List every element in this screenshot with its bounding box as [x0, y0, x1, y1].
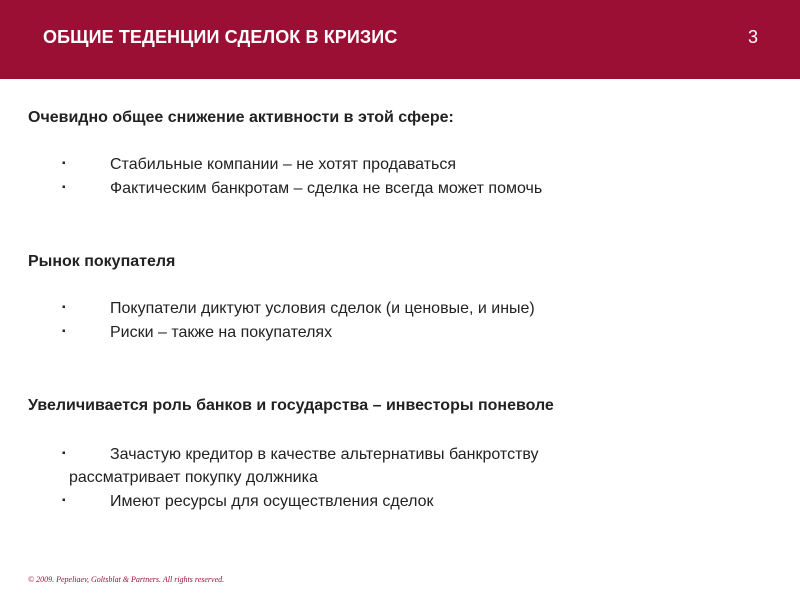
- section-heading-buyers-market: Рынок покупателя: [28, 253, 176, 270]
- bullet-text: Зачастую кредитор в качестве альтернативы банкротству: [110, 446, 539, 463]
- slide-header: [0, 0, 800, 79]
- section-heading-banks-role: Увеличивается роль банков и государства – инвесторы поневоле: [28, 397, 554, 414]
- bullet-text: Стабильные компании – не хотят продаваться: [110, 156, 457, 173]
- bullet-continuation-text: рассматривает покупку должника: [69, 469, 318, 486]
- bullet-icon: ▪: [62, 448, 66, 459]
- bullet-icon: ▪: [62, 302, 66, 313]
- page-number: 3: [747, 27, 758, 47]
- bullet-text: Покупатели диктуют условия сделок (и ценовые, и иные): [110, 300, 535, 317]
- bullet-text: Имеют ресурсы для осуществления сделок: [110, 493, 434, 510]
- bullet-icon: ▪: [62, 326, 66, 337]
- bullet-icon: ▪: [62, 158, 66, 169]
- bullet-icon: ▪: [62, 495, 66, 506]
- bullet-text: Фактическим банкротам – сделка не всегда может помочь: [110, 180, 543, 197]
- bullet-icon: ▪: [62, 182, 66, 193]
- bullet-text: Риски – также на покупателях: [110, 324, 333, 341]
- slide-title: ОБЩИЕ ТЕДЕНЦИИ СДЕЛОК В КРИЗИС: [43, 27, 398, 47]
- copyright-footer: © 2009. Pepeliaev, Goltsblat & Partners. All rights reserved.: [28, 575, 225, 584]
- section-heading-activity: Очевидно общее снижение активности в этой сфере:: [28, 109, 454, 126]
